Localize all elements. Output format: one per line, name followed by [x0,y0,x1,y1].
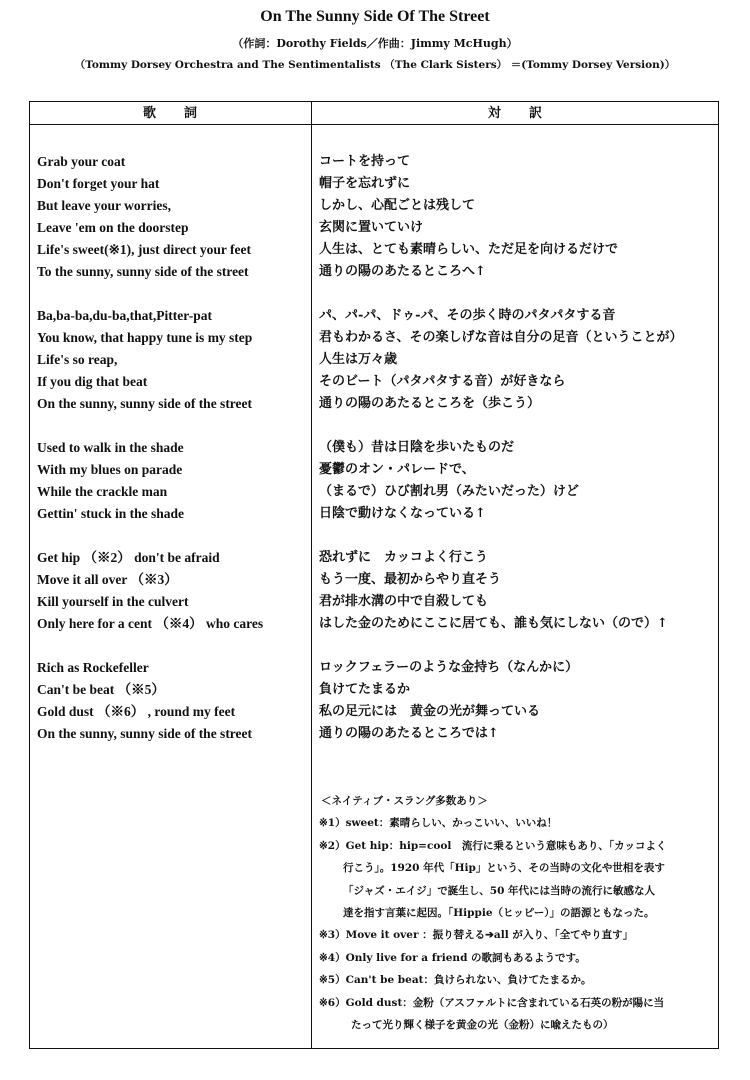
note-3: ※3）Move it over ：振り替える➔all が入り、「全てやり直す」 [319,929,634,942]
lyric-line: With my blues on parade [37,462,183,477]
translation-line: そのビート（パタパタする音）が好きなら [319,374,566,389]
note-5: ※5）Can't be beat：負けられない、負けてたまるか。 [319,974,592,987]
stanza-gap [37,635,307,657]
translation-line: ロックフェラーのような金持ち（なんかに） [319,660,579,675]
translation-line: 憂鬱のオン・パレードで、 [319,462,475,477]
lyric-line: Can't be beat （※5） [37,682,165,697]
song-title: On The Sunny Side Of The Street [260,8,490,25]
lyric-line: Move it all over （※3） [37,572,178,587]
stanza-gap [37,283,307,305]
lyrics-column-header [29,104,311,124]
stanza-gap [319,525,715,547]
column-divider [311,101,312,1049]
translation-line: もう一度、最初からやり直そう [319,572,502,587]
lyric-line: Gettin' stuck in the shade [37,506,185,521]
translation-line: 人生は、とても素晴らしい、ただ足を向けるだけで [319,242,619,257]
lyric-line: Get hip （※2） don't be afraid [37,550,220,565]
lyric-line: Don't forget your hat [37,176,160,191]
translation-line: 帽子を忘れずに [319,176,411,191]
lyric-line: If you dig that beat [37,374,148,389]
stanza-gap [319,635,715,657]
slang-notes [319,790,715,1036]
translation-line: 負けてたまるか [319,682,411,697]
lyric-line: You know, that happy tune is my step [37,330,253,345]
stanza-gap [319,415,715,437]
lyric-line: While the crackle man [37,484,168,499]
translation-column-header-label: 対訳 [487,106,570,121]
note-2-continued: 達を指す言葉に起因。「Hippie（ヒッピー）」の語源ともなった。 [343,907,655,920]
translation-line: 恐れずに カッコよく行こう [319,550,488,565]
note-6: ※6）Gold dust：金粉（アスファルトに含まれている石英の粉が陽に当 [319,996,665,1009]
translation-line: 通りの陽のあたるところを（歩こう） [319,396,541,411]
lyric-line: Gold dust （※6） , round my feet [37,704,236,719]
lyric-line: Grab your coat [37,154,126,169]
translation-line: 玄関に置いていけ [319,220,424,235]
notes-heading: ＜ネイティブ・スラング多数あり＞ [321,795,488,807]
note-2-continued: 行こう」。1920 年代「Hip」という、その当時の文化や世相を表す [343,862,665,875]
translation-column-header [311,104,719,124]
lyric-line: To the sunny, sunny side of the street [37,264,249,279]
stanza-gap [37,415,307,437]
translation-line: コートを持って [319,154,411,169]
note-2-continued: 「ジャズ・エイジ」で誕生し、50 年代には当時の流行に敏感な人 [343,884,656,897]
song-credits: （作詞：Dorothy Fields／作曲：Jimmy McHugh） [232,37,518,50]
translation-line: 通りの陽のあたるところへ↑ [319,264,486,279]
note-2: ※2）Get hip：hip=cool 流行に乗るという意味もあり、「カッコよく [319,839,667,852]
lyric-line: Life's sweet(※1), just direct your feet [37,242,252,257]
lyric-line: Ba,ba-ba,du-ba,that,Pitter-pat [37,308,213,323]
performers-line: （Tommy Dorsey Orchestra and The Sentimentalists （The Clark Sisters） ＝(Tommy Dorsey Version)） [74,59,676,71]
translation-column [319,151,715,745]
translation-line: （まるで）ひび割れ男（みたいだった）けど [319,484,579,499]
lyric-line: Leave 'em on the doorstep [37,220,189,235]
stanza-gap [37,525,307,547]
lyric-line: Kill yourself in the culvert [37,594,189,609]
lyric-line: Only here for a cent （※4） who cares [37,616,264,631]
note-1: ※1）sweet：素晴らしい、かっこいい、いいね！ [319,817,558,830]
lyrics-column [37,151,307,745]
note-6-continued: たって光り輝く様子を黄金の光（金粉）に喩えたもの） [351,1019,614,1032]
translation-line: 私の足元には 黄金の光が舞っている [319,704,541,719]
lyric-line: On the sunny, sunny side of the street [37,726,253,741]
lyric-line: Used to walk in the shade [37,440,184,455]
note-4: ※4）Only live for a friend の歌詞もあるようです。 [319,951,586,964]
stanza-gap [319,283,715,305]
lyric-line: On the sunny, sunny side of the street [37,396,253,411]
lyrics-column-header-label: 歌詞 [142,106,225,121]
translation-line: 君が排水溝の中で自殺しても [319,594,489,609]
lyric-line: Rich as Rockefeller [37,660,149,675]
header-divider [29,124,719,125]
lyric-line: Life's so reap, [37,352,118,367]
translation-line: 君もわかるさ、その楽しげな音は自分の足音（ということが） [319,330,683,345]
translation-line: 日陰で動けなくなっている↑ [319,506,486,521]
translation-line: 人生は万々歳 [319,352,398,367]
translation-line: 通りの陽のあたるところでは↑ [319,726,499,741]
translation-line: しかし、心配ごとは残して [319,198,476,213]
translation-line: （僕も）昔は日陰を歩いたものだ [319,440,515,455]
lyric-line: But leave your worries, [37,198,171,213]
translation-line: パ、パ-パ、ドゥ-パ、その歩く時のパタパタする音 [319,308,616,323]
translation-line: はした金のためにここに居ても、誰も気にしない（ので）↑ [319,616,668,631]
